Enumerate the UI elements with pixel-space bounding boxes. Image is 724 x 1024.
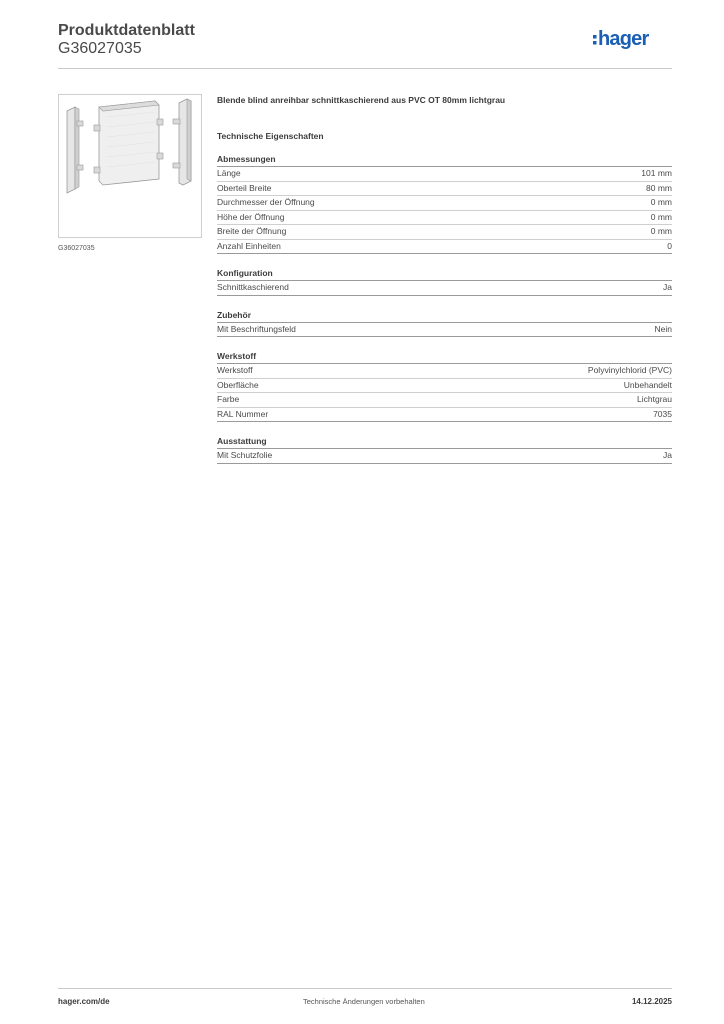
table-row [217, 379, 672, 394]
section-heading: Technische Eigenschaften [217, 131, 324, 141]
row-label: Mit Beschriftungsfeld [217, 323, 296, 334]
row-value: 0 mm [650, 211, 672, 222]
group-werkstoff [217, 350, 672, 422]
row-value: Polyvinylchlorid (PVC) [587, 365, 672, 375]
article-number: G36027035 [58, 40, 142, 57]
row-label: Anzahl Einheiten [217, 240, 281, 251]
row-value: Ja [663, 450, 672, 460]
table-row [217, 408, 672, 423]
product-image [58, 94, 202, 238]
logo-text: hager [598, 28, 649, 50]
row-value: Lichtgrau [637, 394, 672, 404]
table-row [217, 323, 672, 338]
table-row [217, 182, 672, 197]
table-row [217, 449, 672, 464]
table-row [217, 240, 672, 255]
row-label: Länge [217, 168, 241, 178]
group-ausstattung [217, 435, 672, 464]
row-label: Mit Schutzfolie [217, 450, 273, 460]
table-row [217, 211, 672, 226]
group-konfiguration [217, 267, 672, 296]
row-label: Oberteil Breite [217, 182, 272, 193]
row-value: 0 mm [650, 226, 672, 236]
row-label: Farbe [217, 394, 240, 404]
hager-logo [592, 28, 674, 54]
row-value: 7035 [653, 408, 672, 419]
row-value: 101 mm [641, 168, 672, 178]
group-title: Werkstoff [217, 350, 672, 364]
group-title: Zubehör [217, 309, 672, 323]
row-value: 0 mm [650, 197, 672, 207]
table-row [217, 393, 672, 408]
image-caption: G36027035 [58, 245, 95, 252]
table-row [217, 364, 672, 379]
row-label: Höhe der Öffnung [217, 211, 285, 222]
footer-website: hager.com/de [58, 997, 110, 1006]
row-value: Unbehandelt [623, 379, 672, 390]
row-value: Nein [654, 323, 672, 334]
row-value: 0 [667, 240, 672, 251]
footer-divider [58, 988, 672, 989]
row-label: Werkstoff [217, 365, 253, 375]
row-label: Breite der Öffnung [217, 226, 287, 236]
row-label: RAL Nummer [217, 408, 269, 419]
table-row [217, 196, 672, 211]
group-title: Konfiguration [217, 267, 672, 281]
product-name: Blende blind anreihbar schnittkaschierend aus PVC OT 80mm lichtgrau [217, 95, 506, 105]
footer-notice: Technische Änderungen vorbehalten [303, 997, 425, 1006]
row-label: Oberfläche [217, 379, 259, 390]
document-title: Produktdatenblatt [58, 22, 195, 39]
product-details [217, 94, 672, 464]
table-row [217, 167, 672, 182]
product-illustration [59, 95, 201, 237]
row-label: Durchmesser der Öffnung [217, 197, 315, 207]
header-divider [58, 68, 672, 69]
footer-date: 14.12.2025 [631, 997, 672, 1006]
table-row [217, 281, 672, 296]
group-title: Abmessungen [217, 153, 672, 167]
group-zubehoer [217, 309, 672, 338]
row-value: 80 mm [646, 182, 672, 193]
table-row [217, 225, 672, 240]
group-abmessungen [217, 153, 672, 254]
group-title: Ausstattung [217, 435, 672, 449]
row-label: Schnittkaschierend [217, 282, 289, 292]
row-value: Ja [663, 282, 672, 292]
